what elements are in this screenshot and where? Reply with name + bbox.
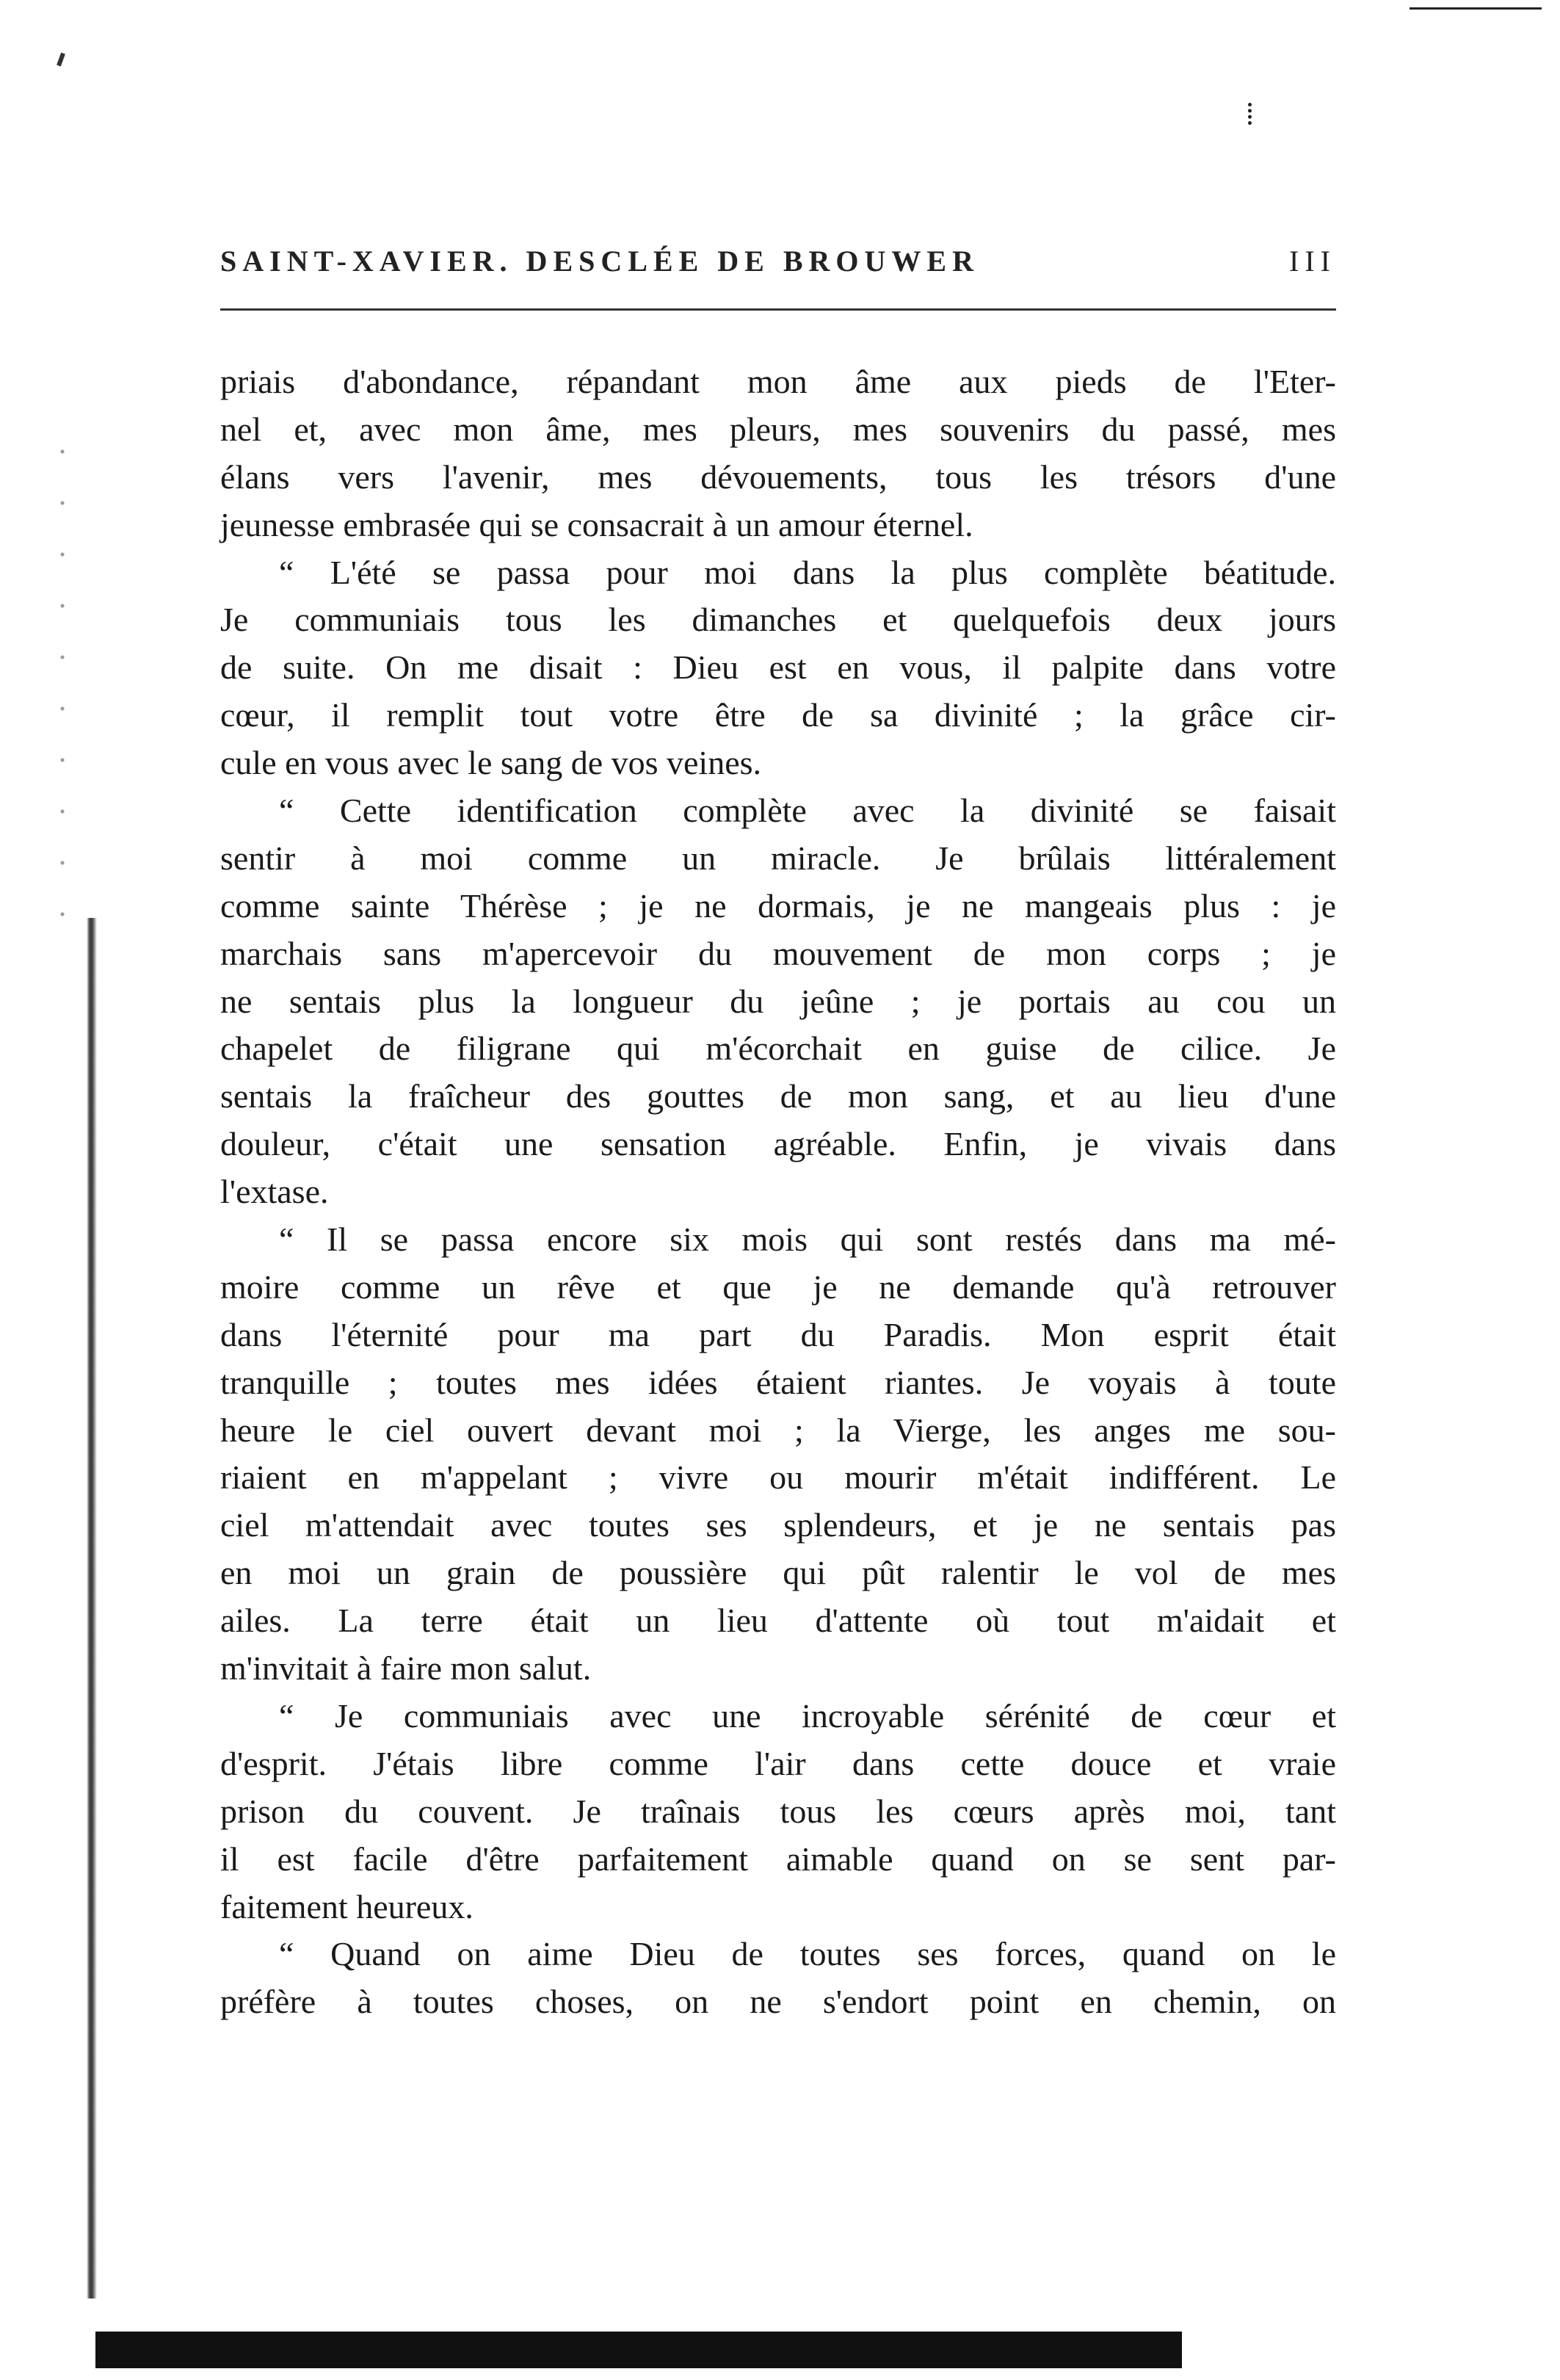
text-line: nel et, avec mon âme, mes pleurs, mes souvenirs du passé, mes — [220, 410, 1336, 448]
text-line: douleur, c'était une sensation agréable. Enfin, je vivais dans — [220, 1125, 1336, 1163]
text-line: préfère à toutes choses, on ne s'endort point en chemin, on — [220, 1983, 1336, 2021]
text-line: en moi un grain de poussière qui pût ralentir le vol de mes — [220, 1554, 1336, 1592]
text-line: sentais la fraîcheur des gouttes de mon sang, et au lieu d'une — [220, 1077, 1336, 1115]
text-line: m'invitait à faire mon salut. — [220, 1649, 592, 1688]
text-line: heure le ciel ouvert devant moi ; la Vierge, les anges me sou- — [220, 1411, 1336, 1449]
text-line: ne sentais plus la longueur du jeûne ; je portais au cou un — [220, 982, 1336, 1020]
text-line: moire comme un rêve et que je ne demande qu'à retrouver — [220, 1267, 1336, 1306]
running-head — [220, 239, 1336, 283]
text-line: d'esprit. J'étais libre comme l'air dans cette douce et vraie — [220, 1744, 1336, 1782]
text-line: de suite. On me disait : Dieu est en vous, il palpite dans votre — [220, 648, 1336, 687]
scan-edge-line — [1410, 7, 1542, 10]
text-line: riaient en m'appelant ; vivre ou mourir m'était indifférent. Le — [220, 1458, 1336, 1497]
text-line: comme sainte Thérèse ; je ne dormais, je ne mangeais plus : je — [220, 886, 1336, 925]
text-line: ciel m'attendait avec toutes ses splendeurs, et je ne sentais pas — [220, 1506, 1336, 1544]
text-line: “ Quand on aime Dieu de toutes ses forces, quand on le — [279, 1935, 1336, 1973]
text-line: prison du couvent. Je traînais tous les cœurs après moi, tant — [220, 1792, 1336, 1830]
text-line: marchais sans m'apercevoir du mouvement de mon corps ; je — [220, 934, 1336, 972]
scan-mark — [57, 53, 65, 67]
text-line: ailes. La terre était un lieu d'attente où tout m'aidait et — [220, 1602, 1336, 1640]
bottom-scan-bar — [95, 2332, 1182, 2368]
text-line: il est facile d'être parfaitement aimable quand on se sent par- — [220, 1840, 1336, 1878]
text-line: dans l'éternité pour ma part du Paradis. Mon esprit était — [220, 1315, 1336, 1353]
text-line: “ Cette identification complète avec la divinité se faisait — [279, 792, 1336, 830]
text-line: cœur, il remplit tout votre être de sa divinité ; la grâce cir- — [220, 696, 1336, 734]
text-line: “ Je communiais avec une incroyable sérénité de cœur et — [279, 1696, 1336, 1735]
text-line: priais d'abondance, répandant mon âme aux pieds de l'Eter- — [220, 363, 1336, 400]
page-number: III — [1289, 244, 1336, 278]
text-line: sentir à moi comme un miracle. Je brûlais littéralement — [220, 839, 1336, 877]
text-line: jeunesse embrasée qui se consacrait à un amour éternel. — [220, 505, 973, 543]
header-rule — [220, 308, 1336, 311]
text-line: cule en vous avec le sang de vos veines. — [220, 744, 762, 782]
running-title: SAINT-XAVIER. DESCLÉE DE BROUWER — [220, 244, 979, 278]
text-line: tranquille ; toutes mes idées étaient riantes. Je voyais à toute — [220, 1363, 1336, 1401]
binding-edge — [87, 918, 98, 2298]
body-text — [220, 358, 1336, 2026]
text-line: faitement heureux. — [220, 1887, 474, 1925]
text-line: l'extase. — [220, 1173, 329, 1211]
text-line: “ L'été se passa pour moi dans la plus complète béatitude. — [279, 553, 1336, 591]
text-line: élans vers l'avenir, mes dévouements, tous les trésors d'une — [220, 457, 1336, 496]
text-line: Je communiais tous les dimanches et quelquefois deux jours — [220, 601, 1336, 639]
text-line: chapelet de filigrane qui m'écorchait en guise de cilice. Je — [220, 1030, 1336, 1068]
margin-specks — [44, 426, 81, 940]
scan-speck — [1248, 103, 1256, 125]
text-line: “ Il se passa encore six mois qui sont restés dans ma mé- — [279, 1220, 1336, 1259]
